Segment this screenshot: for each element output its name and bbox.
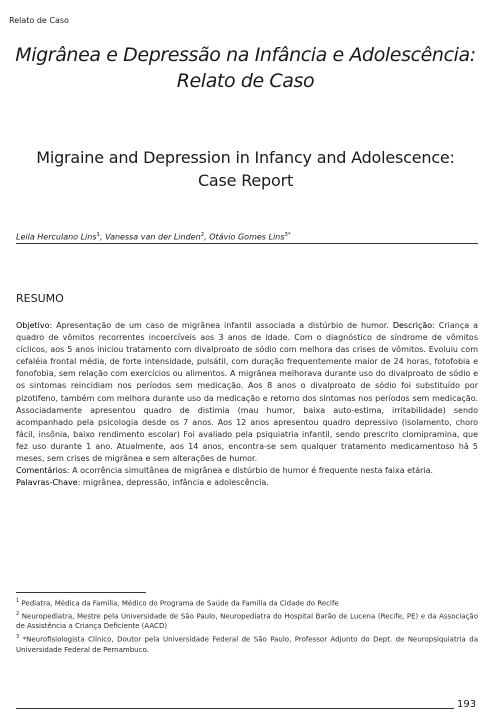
footnote-mark: 3 — [16, 633, 20, 640]
author-name: Vanessa van der Linden — [105, 232, 201, 242]
footnotes — [16, 596, 478, 655]
description-label: Descrição — [392, 321, 433, 330]
author-affiliation-mark: 3* — [284, 232, 291, 238]
footnote — [16, 632, 478, 655]
objective-text: : Apresentação de um caso de migrânea infantil associada a distúrbio de humor. — [49, 321, 393, 330]
title-english — [0, 146, 491, 192]
running-head: Relato de Caso — [9, 16, 69, 25]
keywords-text: : migrânea, depressão, infância e adolescência. — [77, 478, 269, 488]
title-portuguese — [0, 42, 491, 94]
comments-label: Comentários — [16, 466, 67, 476]
author-name: Leila Herculano Lins — [16, 232, 97, 242]
author-affiliation-mark: 2 — [200, 232, 205, 238]
title-english-line-1: Migraine and Depression in Infancy and Adolescence: — [36, 148, 455, 167]
abstract-body — [16, 320, 478, 489]
abstract-heading: RESUMO — [16, 292, 64, 305]
footnote — [16, 609, 478, 632]
author-list — [16, 232, 291, 242]
abstract-paragraph — [16, 320, 478, 465]
author-separator: , — [100, 232, 106, 242]
author-affiliation-mark: 1 — [96, 232, 101, 238]
author-separator: , — [204, 232, 210, 242]
footnote-text: Neuropediatra, Mestre pela Universidade de São Paulo, Neuropediatra do Hospital Barão de Lucena (Recife, PE) e da Associação de Assistência a Criança Deficiente (AACD) — [16, 612, 478, 631]
footnote-text: *Neurofisiologista Clínico, Doutor pela Universidade Federal de São Paulo, Professor Adjunto do Dept. de Neuropsiquiatria da Universidade Federal de Pernambuco. — [16, 635, 478, 654]
title-portuguese-line-1: Migrânea e Depressão na Infância e Adolescência: — [15, 44, 476, 66]
objective-label: Objetivo — [16, 321, 50, 330]
keywords-label: Palavras-Chave — [16, 478, 78, 488]
page-number: 193 — [457, 699, 477, 710]
comments-text: : A ocorrência simultânea de migrânea e distúrbio de humor é frequente nesta faixa etária. — [66, 466, 434, 476]
page-bottom-rule — [16, 708, 454, 709]
title-portuguese-line-2: Relato de Caso — [176, 70, 315, 92]
title-english-line-2: Case Report — [197, 171, 294, 190]
keywords-paragraph — [16, 477, 478, 489]
footnote-mark: 2 — [16, 610, 20, 617]
comments-paragraph — [16, 465, 478, 477]
description-text: : Criança a quadro de vômitos recorrentes incoercíveis aos 3 anos de idade. Com o diagnóstico de síndrome de vômitos cíclicos, aos 5 anos iniciou tratamento com divalproato de sódio com melhora das crises de vômitos. Evoluiu com cefaléia frontal média, de forte intensidade, pulsátil, com duração frequentemente maior de 24 horas, fotofobia e fonofobia, sem relação com exercícios ou alimentos. A migrânea melhorava durante uso do divalproato de sódio e os sintomas reincidiam nos períodos sem medicação. Aos 8 anos o divalproato de sódio foi substituído por pizotifeno, também com melhora durante uso da medicação e retorno dos sintomas nos períodos sem medicação. Associadamente apresentou quadro de distimia (mau humor, baixa auto-estima, irritabilidade) sendo acompanhado pela psicologia desde os 7 anos. Aos 12 anos apresentou quadro depressivo (isolamento, choro fácil, insônia, baixo rendimento escolar) Foi avaliado pela psiquiatria infantil, sendo prescrito clomipramina, que fez uso durante 1 ano. Atualmente, aos 14 anos, encontra-se sem qualquer tratamento medicamentoso há 5 meses, sem crises de migrânea e sem alterações de humor. — [16, 321, 478, 464]
footnote — [16, 596, 478, 609]
author-divider — [16, 243, 478, 244]
footnote-divider — [16, 592, 146, 593]
footnote-text: Pediatra, Médica da Família, Médico do Programa de Saúde da Família da Cidade do Recife — [19, 599, 339, 608]
footnote-mark: 1 — [16, 598, 20, 604]
author-name: Otávio Gomes Lins — [209, 232, 285, 242]
